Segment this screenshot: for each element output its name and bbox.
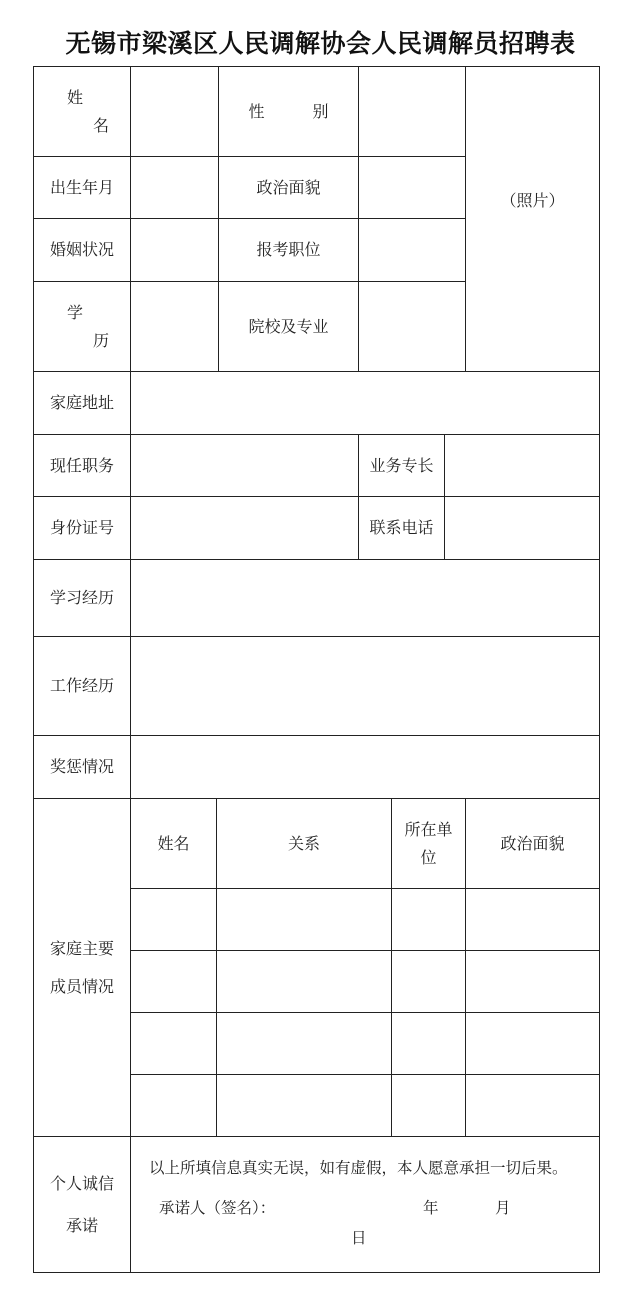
family-cell[interactable]	[130, 888, 217, 951]
family-cell[interactable]	[130, 1074, 217, 1137]
gender-field[interactable]	[358, 66, 466, 157]
family-cell[interactable]	[465, 950, 600, 1013]
name-label	[33, 66, 131, 157]
school-major-field[interactable]	[358, 281, 466, 372]
family-cell[interactable]	[465, 888, 600, 951]
pledge-month-label: 月	[495, 1199, 511, 1218]
address-label: 家庭地址	[33, 371, 131, 435]
family-cell[interactable]	[216, 888, 392, 951]
family-header-workplace-second: 位	[420, 847, 437, 867]
id-number-field[interactable]	[130, 496, 359, 560]
id-number-label: 身份证号	[33, 496, 131, 560]
family-label	[33, 798, 131, 1137]
expertise-field[interactable]	[444, 434, 600, 497]
rewards-label: 奖惩情况	[33, 735, 131, 799]
pledge-label-second: 承诺	[65, 1215, 98, 1235]
family-cell[interactable]	[391, 1012, 466, 1075]
family-cell[interactable]	[216, 950, 392, 1013]
political-label: 政治面貌	[218, 156, 359, 219]
birth-field[interactable]	[130, 156, 219, 219]
pledge-text: 以上所填信息真实无误，如有虚假，本人愿意承担一切后果。	[149, 1159, 568, 1177]
rewards-field[interactable]	[130, 735, 600, 799]
name-field[interactable]	[130, 66, 219, 157]
study-history-label: 学习经历	[33, 559, 131, 637]
marital-label: 婚姻状况	[33, 218, 131, 282]
pledge-box	[130, 1136, 600, 1273]
family-cell[interactable]	[130, 950, 217, 1013]
address-field[interactable]	[130, 371, 600, 435]
work-history-field[interactable]	[130, 636, 600, 736]
family-cell[interactable]	[130, 1012, 217, 1075]
birth-label: 出生年月	[33, 156, 131, 219]
family-header-political: 政治面貌	[465, 798, 600, 889]
family-cell[interactable]	[216, 1074, 392, 1137]
phone-label: 联系电话	[358, 496, 445, 560]
name-label-second: 名	[92, 115, 109, 135]
family-cell[interactable]	[216, 1012, 392, 1075]
education-field[interactable]	[130, 281, 219, 372]
family-label-first: 家庭主要	[49, 939, 114, 959]
phone-field[interactable]	[444, 496, 600, 560]
photo-box[interactable]	[465, 66, 600, 372]
family-header-workplace-first: 所在单	[404, 820, 453, 840]
marital-field[interactable]	[130, 218, 219, 282]
pledge-label	[33, 1136, 131, 1273]
pledge-year-label: 年	[423, 1199, 439, 1218]
page-title: 无锡市梁溪区人民调解协会人民调解员招聘表	[65, 29, 576, 58]
pledge-signer-label: 承诺人（签名）：	[159, 1199, 276, 1218]
political-field[interactable]	[358, 156, 466, 219]
education-label	[33, 281, 131, 372]
family-cell[interactable]	[465, 1074, 600, 1137]
study-history-field[interactable]	[130, 559, 600, 637]
family-header-workplace	[391, 798, 466, 889]
current-job-label: 现任职务	[33, 434, 131, 497]
position-applied-field[interactable]	[358, 218, 466, 282]
family-header-relation: 关系	[216, 798, 392, 889]
family-cell[interactable]	[391, 888, 466, 951]
family-cell[interactable]	[391, 1074, 466, 1137]
name-label-first: 姓	[66, 88, 83, 108]
expertise-label: 业务专长	[358, 434, 445, 497]
family-label-second: 成员情况	[49, 976, 114, 996]
pledge-label-first: 个人诚信	[49, 1174, 114, 1194]
pledge-signature-line	[147, 1199, 583, 1254]
photo-label: （照片）	[500, 191, 565, 211]
family-header-name: 姓名	[130, 798, 217, 889]
pledge-day-label: 日	[351, 1229, 367, 1248]
work-history-label: 工作经历	[33, 636, 131, 736]
position-applied-label: 报考职位	[218, 218, 359, 282]
gender-label: 性 别	[218, 66, 359, 157]
family-cell[interactable]	[391, 950, 466, 1013]
school-major-label: 院校及专业	[218, 281, 359, 372]
family-cell[interactable]	[465, 1012, 600, 1075]
current-job-field[interactable]	[130, 434, 359, 497]
education-label-second: 历	[92, 330, 109, 350]
education-label-first: 学	[66, 303, 83, 323]
